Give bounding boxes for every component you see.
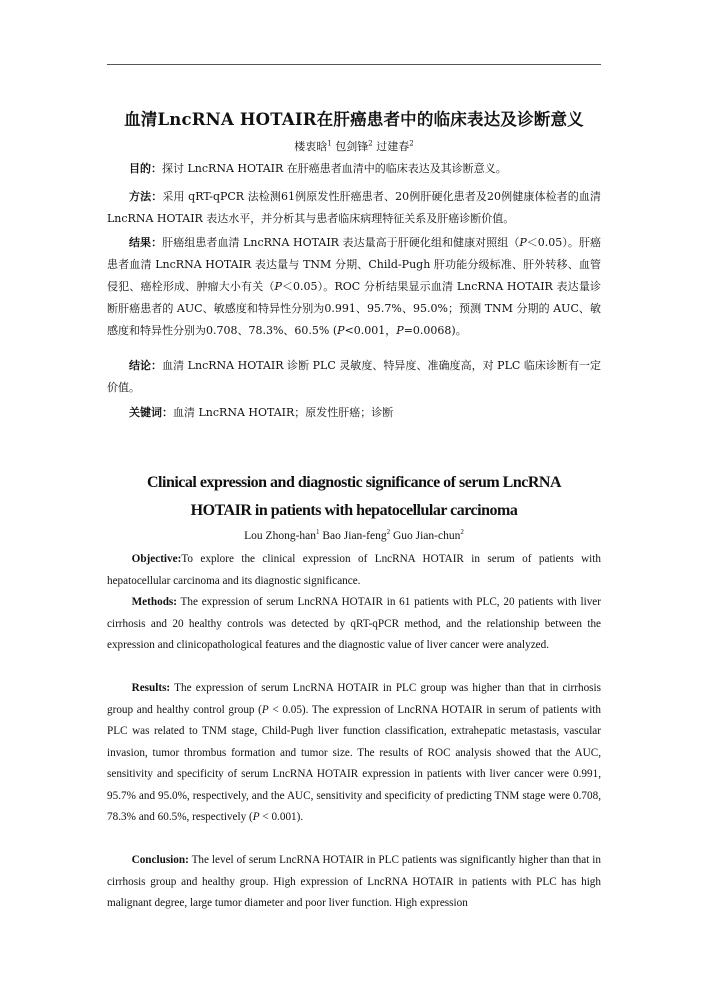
en-results-p-2: P bbox=[252, 811, 260, 823]
en-title-line-2: HOTAIR in patients with hepatocellular carcinoma bbox=[190, 502, 518, 519]
en-results-p-1: P bbox=[261, 703, 269, 716]
cn-keywords-text: 血清 LncRNA HOTAIR；原发性肝癌；诊断 bbox=[173, 406, 394, 419]
cn-results-p-1: P bbox=[519, 236, 527, 249]
cn-author-1: 楼衷晗 bbox=[294, 140, 328, 153]
en-author-3-affil: 2 bbox=[460, 528, 464, 537]
cn-author-2: 包剑锋 bbox=[335, 140, 369, 153]
en-authors bbox=[107, 530, 601, 542]
cn-objective-label: 目的： bbox=[129, 162, 162, 175]
en-objective-label: Objective: bbox=[131, 553, 182, 565]
en-author-2-affil: 2 bbox=[386, 528, 391, 537]
cn-conclusion bbox=[107, 355, 601, 399]
en-methods bbox=[107, 592, 601, 657]
en-author-2: Bao Jian-feng bbox=[319, 530, 387, 542]
cn-results-p-2: P bbox=[274, 280, 282, 293]
en-methods-label: Methods: bbox=[131, 596, 177, 608]
cn-results-text-2: ＜0.05）。肝癌患者血清 LncRNA HOTAIR 表达量与 TNM 分期、Child-Pugh 肝功能分级标准、肝外转移、血管侵犯、癌栓形成、肿瘤大小有关（ bbox=[107, 236, 602, 293]
cn-keywords bbox=[107, 402, 601, 424]
en-author-1: Lou Zhong-han bbox=[244, 530, 316, 542]
cn-author-2-affil: 2 bbox=[368, 139, 373, 148]
cn-results-text-3: ＜0.05）。ROC 分析结果显示血清 LncRNA HOTAIR 表达量诊断肝癌患者的 AUC、敏感度和特异性分别为0.991、95.7%、95.0%；预测 TNM 分期的 AUC、敏感度和特异性分别为0.708、78.3%、60.5% ( bbox=[107, 280, 602, 337]
en-results-text-3: < 0.001). bbox=[259, 811, 304, 823]
cn-results-text-1: 肝癌组患者血清 LncRNA HOTAIR 表达量高于肝硬化组和健康对照组（ bbox=[162, 236, 520, 249]
cn-authors bbox=[107, 138, 601, 154]
cn-methods-text: 采用 qRT-qPCR 法检测61例原发性肝癌患者、20例肝硬化患者及20例健康体检者的血清 LncRNA HOTAIR 表达水平，并分析其与患者临床病理特征关系及肝癌诊断价值。 bbox=[107, 190, 602, 225]
cn-title: 血清LncRNA HOTAIR在肝癌患者中的临床表达及诊断意义 bbox=[124, 110, 584, 129]
cn-results bbox=[107, 232, 601, 342]
cn-author-1-affil: 1 bbox=[327, 139, 332, 148]
en-results-text-2: < 0.05). The expression of LncRNA HOTAIR in serum of patients with PLC was related to TNM stage, Child-Pugh liver function classification, extrahepatic metastasis, vascular invasion, tumor thrombus formation and tumor size. The results of ROC analysis showed that the AUC, sensitivity and specificity of serum LncRNA HOTAIR expression in patients with liver cancer were 0.991, 95.7% and 95.0%, respectively, and the AUC, sensitivity and specificity of predicting TNM stage were 0.708, 78.3% and 60.5%, respectively ( bbox=[107, 703, 601, 823]
cn-results-p-4: P bbox=[396, 324, 404, 337]
cn-results-text-5: =0.0068)。 bbox=[403, 324, 467, 337]
cn-conclusion-text: 血清 LncRNA HOTAIR 诊断 PLC 灵敏度、特异度、准确度高，对 PLC 临床诊断有一定价值。 bbox=[107, 359, 602, 394]
cn-author-3-affil: 2 bbox=[409, 139, 414, 148]
en-results bbox=[107, 678, 601, 829]
cn-methods bbox=[107, 186, 601, 230]
cn-methods-label: 方法： bbox=[129, 190, 163, 203]
cn-author-3: 过建春 bbox=[376, 140, 410, 153]
cn-objective-text: 探讨 LncRNA HOTAIR 在肝癌患者血清中的临床表达及其诊断意义。 bbox=[162, 162, 507, 175]
cn-objective bbox=[107, 158, 601, 180]
en-author-3: Guo Jian-chun bbox=[390, 530, 461, 542]
en-conclusion-label: Conclusion: bbox=[131, 854, 189, 866]
en-conclusion bbox=[107, 850, 601, 915]
en-results-text-1: The expression of serum LncRNA HOTAIR in PLC group was higher than that in cirrhosis group and healthy control group ( bbox=[107, 682, 601, 716]
cn-results-text-4: <0.001， bbox=[344, 324, 397, 337]
en-objective bbox=[107, 549, 601, 592]
en-objective-text: To explore the clinical expression of LncRNA HOTAIR in serum of patients with hepatocellular carcinoma and its diagnostic significance. bbox=[107, 553, 601, 587]
cn-results-label: 结果： bbox=[129, 236, 163, 249]
cn-conclusion-label: 结论： bbox=[129, 359, 163, 372]
cn-results-p-3: P bbox=[337, 324, 345, 337]
en-title-line-1: Clinical expression and diagnostic significance of serum LncRNA bbox=[147, 474, 561, 491]
cn-keywords-label: 关键词： bbox=[129, 406, 173, 419]
en-author-1-affil: 1 bbox=[316, 528, 320, 537]
en-conclusion-text: The level of serum LncRNA HOTAIR in PLC patients was significantly higher than that in cirrhosis group and healthy group. High expression of LncRNA HOTAIR in patients with PLC has high malignant degree, large tumor diameter and poor liver function. High expression bbox=[107, 854, 601, 909]
header-rule bbox=[107, 64, 601, 65]
en-results-label: Results: bbox=[131, 682, 171, 694]
en-methods-text: The expression of serum LncRNA HOTAIR in 61 patients with PLC, 20 patients with liver cirrhosis and 20 healthy controls was detected by qRT-qPCR method, and the relationship between the expression and clinicopathological features and the diagnostic value of liver cancer were analyzed. bbox=[107, 596, 601, 651]
